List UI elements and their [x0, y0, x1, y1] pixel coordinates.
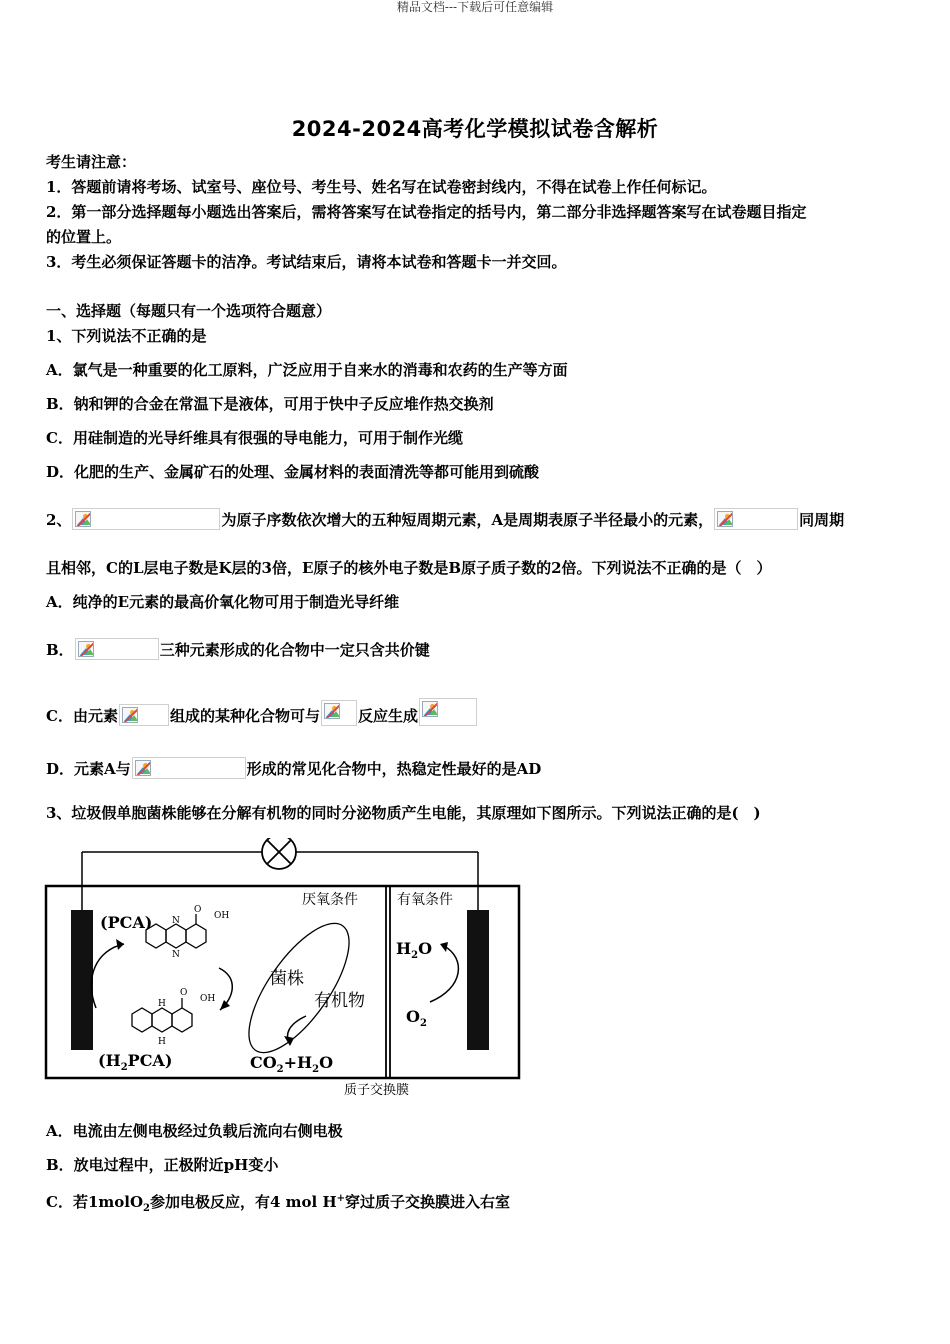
load-lamp-icon — [262, 838, 296, 869]
h2pca-label: $(H_2PCA)$ — [98, 1051, 173, 1073]
h2pca-h-bottom: H — [158, 1037, 166, 1047]
notice-item-3: 3．考生必须保证答题卡的洁净。考试结束后，请将本试卷和答题卡一并交回。 — [46, 253, 567, 271]
q3-option-a: A．电流由左侧电极经过负载后流向右侧电极 — [46, 1122, 343, 1140]
q3-option-c: C．若1molO$_2$参加电极反应，有4 mol H+穿过质子交换膜进入右室 — [46, 1193, 511, 1214]
q1-option-a: A．氯气是一种重要的化工原料，广泛应用于自来水的消毒和农药的生产等方面 — [46, 361, 568, 379]
q2-option-d-text: 形成的常见化合物中，热稳定性最好的是AD — [246, 760, 542, 778]
q2-option-b-text: 三种元素形成的化合物中一定只含共价键 — [159, 641, 430, 659]
right-electrode — [467, 910, 489, 1050]
h2o-label: $H_2O$ — [396, 939, 433, 961]
reduction-arrow — [430, 946, 458, 1002]
broken-image-icon — [119, 704, 169, 726]
q2-stem-b: 同周期 — [799, 511, 845, 529]
page-title: 2024-2024高考化学模拟试卷含解析 — [291, 117, 659, 141]
section-heading: 一、选择题（每题只有一个选项符合题意） — [46, 302, 332, 320]
h2pca-oh: OH — [200, 994, 216, 1004]
fuel-cell-diagram — [44, 838, 524, 1100]
strain-label: 菌株 — [270, 969, 304, 989]
q2-option-c-mid1: 组成的某种化合物可与 — [169, 707, 320, 725]
q2-number: 2、 — [46, 511, 72, 529]
q3-stem: 3、垃圾假单胞菌株能够在分解有机物的同时分泌物质产生电能，其原理如下图所示。下列说法正确的是( ) — [46, 804, 761, 822]
pca-label: (PCA) — [100, 913, 153, 932]
q2-stem-c: 且相邻，C的L层电子数是K层的3倍，E原子的核外电子数是B原子质子数的2倍。下列说法不正确的是（ ） — [46, 559, 772, 577]
h2pca-o: O — [180, 988, 188, 998]
q1-option-d: D．化肥的生产、金属矿石的处理、金属材料的表面清洗等都可能用到硫酸 — [46, 463, 540, 481]
q2-stem-a: 为原子序数依次增大的五种短周期元素，A是周期表原子半径最小的元素， — [221, 511, 714, 529]
notice-item-2: 2．第一部分选择题每小题选出答案后，需将答案写在试卷指定的括号内，第二部分非选择题答案写在试卷题目指定 — [46, 203, 807, 221]
q2-option-a: A．纯净的E元素的最高价氧化物可用于制造光导纤维 — [46, 593, 400, 611]
notice-heading: 考生请注意： — [46, 153, 137, 171]
q1-option-c: C．用硅制造的光导纤维具有很强的导电能力，可用于制作光缆 — [46, 429, 463, 447]
broken-image-icon — [72, 508, 220, 530]
broken-image-icon — [714, 508, 798, 530]
q2-option-b — [46, 638, 430, 660]
q2-option-d-label: D．元素A与 — [46, 760, 131, 778]
q2-stem-line1 — [46, 508, 844, 530]
pca-n-bottom: N — [172, 950, 180, 960]
q1-option-b: B．钠和钾的合金在常温下是液体，可用于快中子反应堆作热交换剂 — [46, 395, 494, 413]
q1-stem: 1、下列说法不正确的是 — [46, 327, 207, 345]
co2-h2o-label: $CO_2+H_2O$ — [250, 1053, 334, 1075]
aerobic-label: 有氧条件 — [397, 892, 453, 908]
q2-option-c — [46, 698, 478, 726]
broken-image-icon — [75, 638, 159, 660]
o2-label: $O_2$ — [406, 1007, 427, 1029]
broken-image-icon — [419, 698, 477, 726]
q2-option-d — [46, 757, 541, 779]
notice-item-2-cont: 的位置上。 — [46, 228, 122, 246]
pca-n-top: N — [172, 916, 180, 926]
q3-option-b: B．放电过程中，正极附近pH变小 — [46, 1156, 279, 1174]
broken-image-icon — [321, 700, 357, 726]
pca-oh: OH — [214, 911, 230, 921]
membrane-label: 质子交换膜 — [344, 1083, 410, 1098]
page-header: 精品文档---下载后可任意编辑 — [396, 0, 554, 14]
pca-o: O — [194, 905, 202, 915]
q2-option-c-mid2: 反应生成 — [357, 707, 418, 725]
organic-label: 有机物 — [314, 991, 365, 1011]
notice-item-1: 1．答题前请将考场、试室号、座位号、考生号、姓名写在试卷密封线内，不得在试卷上作任何标记。 — [46, 178, 717, 196]
q2-option-b-label: B． — [46, 641, 74, 659]
h2pca-h-top: H — [158, 999, 166, 1009]
broken-image-icon — [132, 757, 246, 779]
q2-option-c-label: C．由元素 — [46, 707, 118, 725]
anaerobic-label: 厌氧条件 — [302, 892, 358, 908]
left-cycle-arrow — [91, 944, 124, 1008]
left-electrode — [71, 910, 93, 1050]
